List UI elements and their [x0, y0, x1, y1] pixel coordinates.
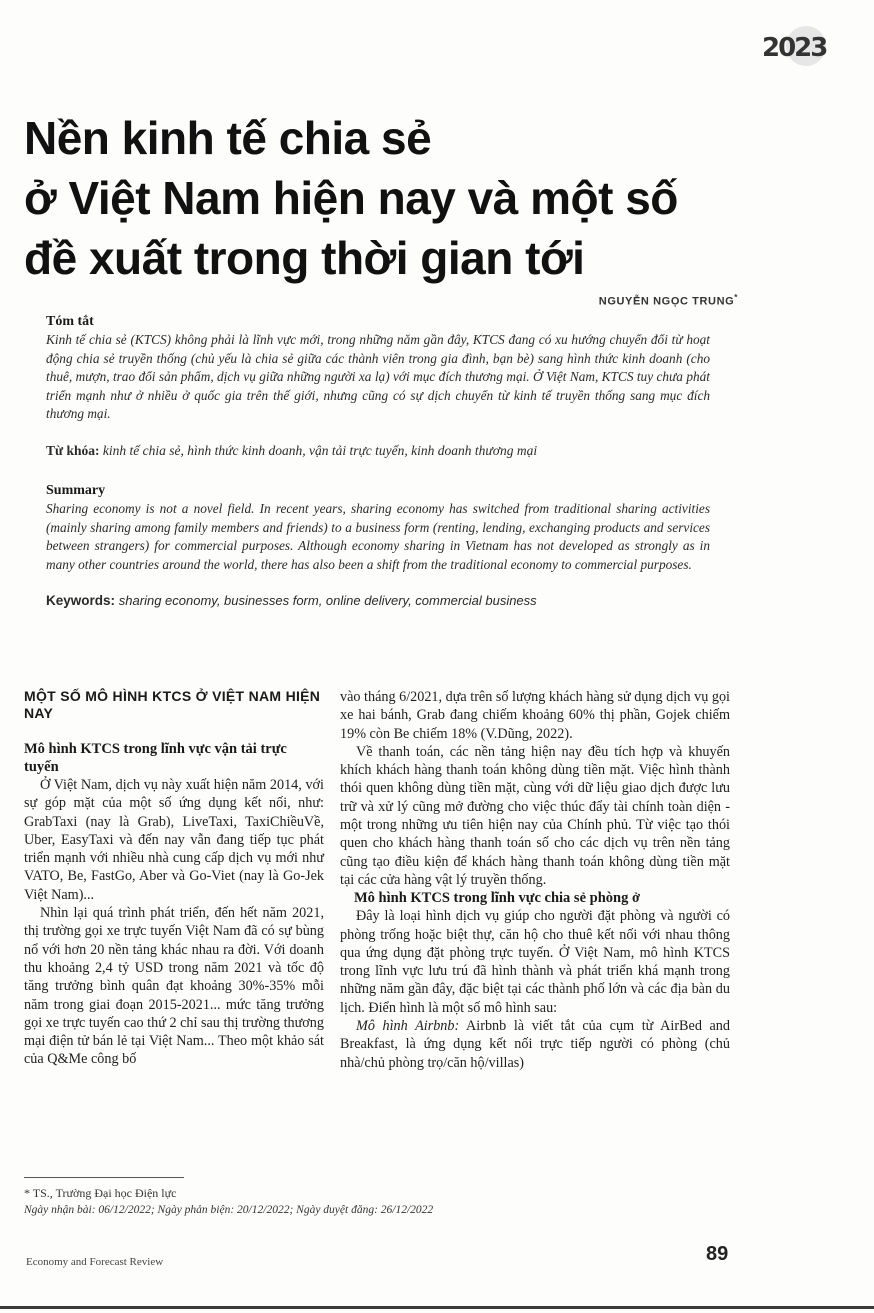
article-title	[24, 108, 804, 288]
body-paragraph: Ở Việt Nam, dịch vụ này xuất hiện năm 2014, với sự góp mặt của một số ứng dụng kết nối, như: GrabTaxi (nay là Grab), LiveTaxi, TaxiChiềuVề, Uber, EasyTaxi và đến nay vẫn đang tiếp tục phát triển mạnh với nhiều nhà cung cấp dịch vụ mới như VATO, Be, FastGo, Aber và Go-Viet (nay là Go-Jek Việt Nam)...	[24, 777, 324, 903]
bottom-border	[0, 1306, 874, 1309]
airbnb-label: Mô hình Airbnb:	[356, 1018, 460, 1035]
subsection-heading-housing: Mô hình KTCS trong lĩnh vực chia sẻ phòng ở	[354, 890, 640, 907]
footnote	[24, 1185, 724, 1219]
journal-name: Economy and Forecast Review	[26, 1256, 164, 1268]
subsection-heading-transport: Mô hình KTCS trong lĩnh vực vận tải trực tuyến	[24, 741, 287, 775]
abstract-en-heading: Summary	[46, 482, 106, 498]
keywords-vn-text: kinh tế chia sẻ, hình thức kinh doanh, vận tải trực tuyến, kinh doanh thương mại	[102, 442, 538, 458]
abstract-vn-text: Kinh tế chia sẻ (KTCS) không phải là lĩnh vực mới, trong những năm gần đây, KTCS đang có xu hướng chuyển đổi từ hoạt động chia sẻ truyền thống (chủ yếu là chia sẻ giữa các thành viên trong gia đình, bạn bè) sang hình thức kinh doanh (cho thuê, mượn, trao đổi sản phẩm, dịch vụ giữa những người xa lạ) với mục đích thương mại. Ở Việt Nam, KTCS tuy chưa phát triển mạnh như ở nhiều ở quốc gia trên thế giới, nhưng cũng có sự dịch chuyển từ kinh tế truyền thống sang mục đích thương mại.	[46, 332, 710, 422]
keywords-en	[46, 593, 710, 608]
keywords-vn	[46, 443, 710, 459]
footnote-dates: Ngày nhận bài: 06/12/2022; Ngày phản biện: 20/12/2022; Ngày duyệt đăng: 26/12/2022	[24, 1204, 434, 1216]
abstract-en	[46, 483, 710, 574]
body-paragraph: Nhìn lại quá trình phát triển, đến hết năm 2021, thị trường gọi xe trực tuyến Việt Nam đã có sự bùng nổ với hơn 20 nền tảng khác nhau ra đời. Với doanh thu khoảng 2,4 tỷ USD trong năm 2021 và tốc độ tăng trưởng bình quân đạt khoảng 30%-35% mỗi năm trong giai đoạn 2015-2021... mức tăng trưởng gọi xe trực tuyến cao thứ 2 chỉ sau thị trường thương mại điện tử bán lẻ tại Việt Nam... Theo một khảo sát của Q&Me công bố	[24, 905, 324, 1068]
year-logo-text: 2023	[762, 33, 827, 63]
section-heading: MỘT SỐ MÔ HÌNH KTCS Ở VIỆT NAM HIỆN NAY	[24, 688, 321, 721]
footnote-rule	[24, 1177, 184, 1178]
keywords-vn-label: Từ khóa:	[46, 442, 100, 458]
keywords-en-text: sharing economy, businesses form, online delivery, commercial business	[118, 593, 537, 609]
title-line-2: ở Việt Nam hiện nay và một số	[24, 172, 678, 224]
author-name: NGUYỄN NGỌC TRUNG	[598, 295, 735, 308]
body-paragraph	[340, 1017, 730, 1072]
abstract-section	[46, 314, 710, 608]
body-paragraph: Về thanh toán, các nền tảng hiện nay đều tích hợp và khuyến khích khách hàng thanh toán không dùng tiền mặt. Việc hình thành thói quen không dùng tiền mặt, cùng với dữ liệu giao dịch được lưu trữ và xử lý cũng mở đường cho việc thúc đẩy tài chính toàn diện - một trong những ưu tiên hiện nay của Chính phủ. Từ việc tạo thói quen cho khách hàng thanh toán số cho các dịch vụ trên nền tảng cũng tạo điều kiện để khách hàng thanh toán không dùng tiền mặt tại các cửa hàng vật lý truyền thống.	[340, 743, 730, 888]
body-paragraph: Đây là loại hình dịch vụ giúp cho người đặt phòng và người có phòng trống hoặc biệt thự, căn hộ cho thuê kết nối với nhau thông qua ứng dụng đặt phòng trực tuyến. Ở Việt Nam, mô hình KTCS trong lĩnh vực lưu trú đã hình thành và phát triển khá mạnh trong những năm gần đây, đặc biệt tại các thành phố lớn và các địa bàn du lịch. Điển hình là một số mô hình sau:	[340, 908, 730, 1016]
footnote-affiliation: * TS., Trường Đại học Điện lực	[24, 1186, 177, 1200]
abstract-en-text: Sharing economy is not a novel field. In recent years, sharing economy has switched from traditional sharing activities (mainly sharing among family members and friends) to a business form (renting, lending, exchanging products and services between strangers) for commercial purposes. Although economy sharing in Vietnam has not developed as strongly as in many other countries around the world, there has also been a shift from the traditional economy to commercial purposes.	[46, 500, 710, 572]
body-column-right	[340, 688, 730, 1072]
page-number: 89	[706, 1243, 729, 1265]
body-paragraph: vào tháng 6/2021, dựa trên số lượng khách hàng sử dụng dịch vụ gọi xe hai bánh, Grab đang chiếm khoảng 60% thị phần, Gojek chiếm 19% còn Be chiếm 18% (V.Dũng, 2022).	[340, 689, 730, 742]
abstract-vn	[46, 314, 710, 424]
abstract-vn-heading: Tóm tắt	[46, 314, 94, 329]
author-byline	[599, 293, 738, 308]
title-line-1: Nền kinh tế chia sẻ	[24, 112, 432, 164]
title-line-3: đề xuất trong thời gian tới	[24, 232, 585, 284]
airbnb-text: Airbnb là viết tắt của cụm từ AirBed and Breakfast, là ứng dụng kết nối trực tiếp người có phòng (chủ nhà/chủ phòng trọ/căn hộ/villas)	[340, 1018, 730, 1071]
year-logo	[758, 22, 838, 68]
author-footnote-marker: *	[734, 293, 738, 302]
body-column-left	[24, 688, 324, 1069]
keywords-en-label: Keywords:	[46, 593, 116, 609]
